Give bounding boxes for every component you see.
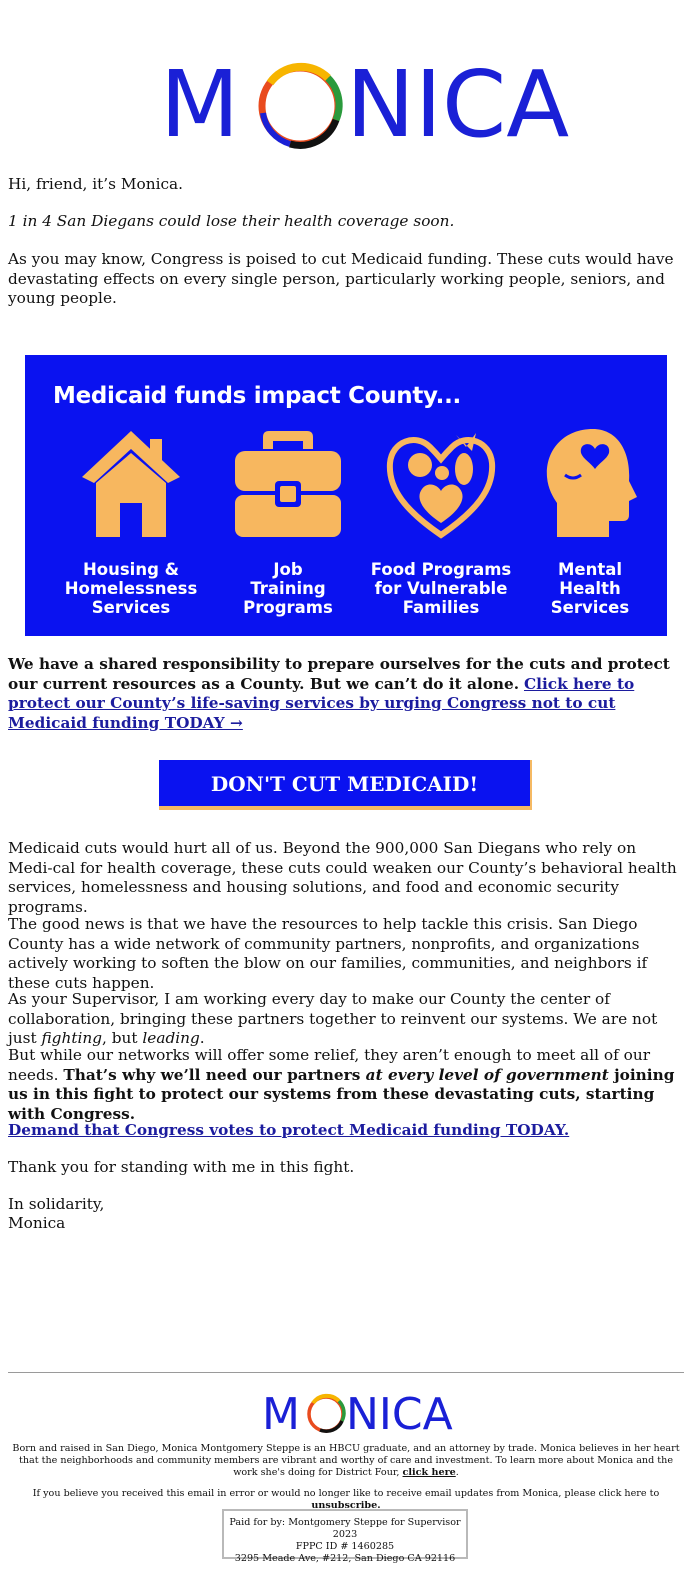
footer-logo-letters-nica: NICA (346, 1389, 453, 1440)
medicaid-banner (25, 355, 667, 636)
logo-ring-icon (262, 67, 339, 146)
service-mental (515, 425, 665, 617)
footer-divider (8, 1372, 684, 1373)
body-paragraph-4 (8, 1046, 683, 1124)
service-food-label: Food Programs for Vulnerable Families (370, 560, 512, 617)
body-paragraph-3 (8, 990, 683, 1049)
footer-bio (8, 1443, 684, 1479)
p4-bold2: joining us in this fight to protect our systems from these devastating cuts, starting with Congress. (8, 1065, 675, 1123)
p3-mid: , but (102, 1029, 143, 1047)
protect-services-link[interactable]: Click here to protect our County’s life-saving services by urging Congress not to cut Medicaid funding TODAY → (8, 674, 635, 732)
p3-leading: leading (142, 1029, 200, 1047)
body-paragraph-2: The good news is that we have the resources to help tackle this crisis. San Diego County has a wide network of community partners, nonprofits, and organizations actively working to soften the blow on our families, communities, and neighbors if these cuts happen. (8, 915, 648, 992)
p3-start: As your Supervisor, I am working every day to make our County the center of collaboration, bringing these partners together to reinvent our systems. We are not just (8, 990, 658, 1047)
responsibility-paragraph (8, 655, 683, 733)
dont-cut-medicaid-button[interactable]: DON'T CUT MEDICAID! (159, 760, 532, 810)
house-icon (76, 425, 186, 540)
head-heart-icon (535, 425, 645, 540)
briefcase-icon (233, 425, 343, 540)
p3-fighting: fighting (41, 1029, 102, 1047)
p4-start: But while our networks will offer some relief, they aren’t enough to meet all of our needs. (8, 1046, 651, 1084)
demand-congress-link[interactable]: Demand that Congress votes to protect Medicaid funding TODAY. (8, 1121, 570, 1139)
monica-footer-logo (262, 1389, 453, 1440)
headline-text: 1 in 4 San Diegans could lose their health coverage soon. (8, 212, 455, 230)
unsubscribe-link[interactable]: unsubscribe. (311, 1500, 381, 1511)
signoff: In solidarity, (8, 1195, 105, 1213)
demand-paragraph (8, 1121, 683, 1141)
service-job (213, 425, 363, 617)
monica-logo (160, 51, 570, 158)
service-housing (56, 425, 206, 617)
signature: Monica (8, 1214, 66, 1232)
logo-letter-m: M (160, 51, 240, 158)
responsibility-bold: We have a shared responsibility to prepare ourselves for the cuts and protect our current resources as a County. But we can’t do it alone. (8, 655, 670, 693)
p4-bolditalic: at every level of government (365, 1065, 609, 1084)
service-mental-label: Mental Health Services (550, 560, 630, 617)
paid-for-box (222, 1509, 468, 1564)
service-food (366, 425, 516, 617)
paid-line-3: 3295 Meade Ave, #212, San Diego CA 92116 (234, 1553, 456, 1564)
service-housing-label: Housing & Homelessness Services (64, 560, 198, 617)
paid-line-2: FPPC ID # 1460285 (295, 1541, 395, 1552)
p3-end: . (199, 1029, 205, 1047)
body-paragraph-1: Medicaid cuts would hurt all of us. Beyond the 900,000 San Diegans who rely on Medi-cal for health coverage, these cuts could weaken our County’s behavioral health services, homelessness and housing solutions, and food and economic security programs. (8, 839, 677, 916)
banner-title: Medicaid funds impact County... (53, 383, 461, 409)
greeting: Hi, friend, it’s Monica. (8, 175, 184, 193)
bio-click-here-link[interactable]: click here (402, 1467, 456, 1478)
footer-bio-end: . (455, 1467, 459, 1478)
footer-bio-text: Born and raised in San Diego, Monica Montgomery Steppe is an HBCU graduate, and an attorney by trade. Monica believes in her heart that the neighborhoods and community members are vibrant and worthy of care and investment. To learn more about Monica and the work she's doing for District Four, (12, 1443, 680, 1478)
thanks: Thank you for standing with me in this fight. (8, 1158, 355, 1176)
logo-letters-nica: NICA (346, 51, 570, 158)
headline (8, 212, 683, 232)
paid-line-1: Paid for by: Montgomery Steppe for Supervisor 2023 (229, 1517, 461, 1540)
p4-bold1: That’s why we’ll need our partners (63, 1065, 366, 1084)
food-heart-icon (386, 425, 496, 540)
intro-paragraph: As you may know, Congress is poised to cut Medicaid funding. These cuts would have devastating effects on every single person, particularly working people, seniors, and young people. (8, 250, 674, 307)
service-job-label: Job Training Programs (243, 560, 333, 617)
unsub-text: If you believe you received this email in error or would no longer like to receive email updates from Monica, please click here to (32, 1488, 660, 1499)
footer-logo-letter-m: M (262, 1389, 300, 1440)
footer-logo-ring-icon (309, 1396, 344, 1431)
